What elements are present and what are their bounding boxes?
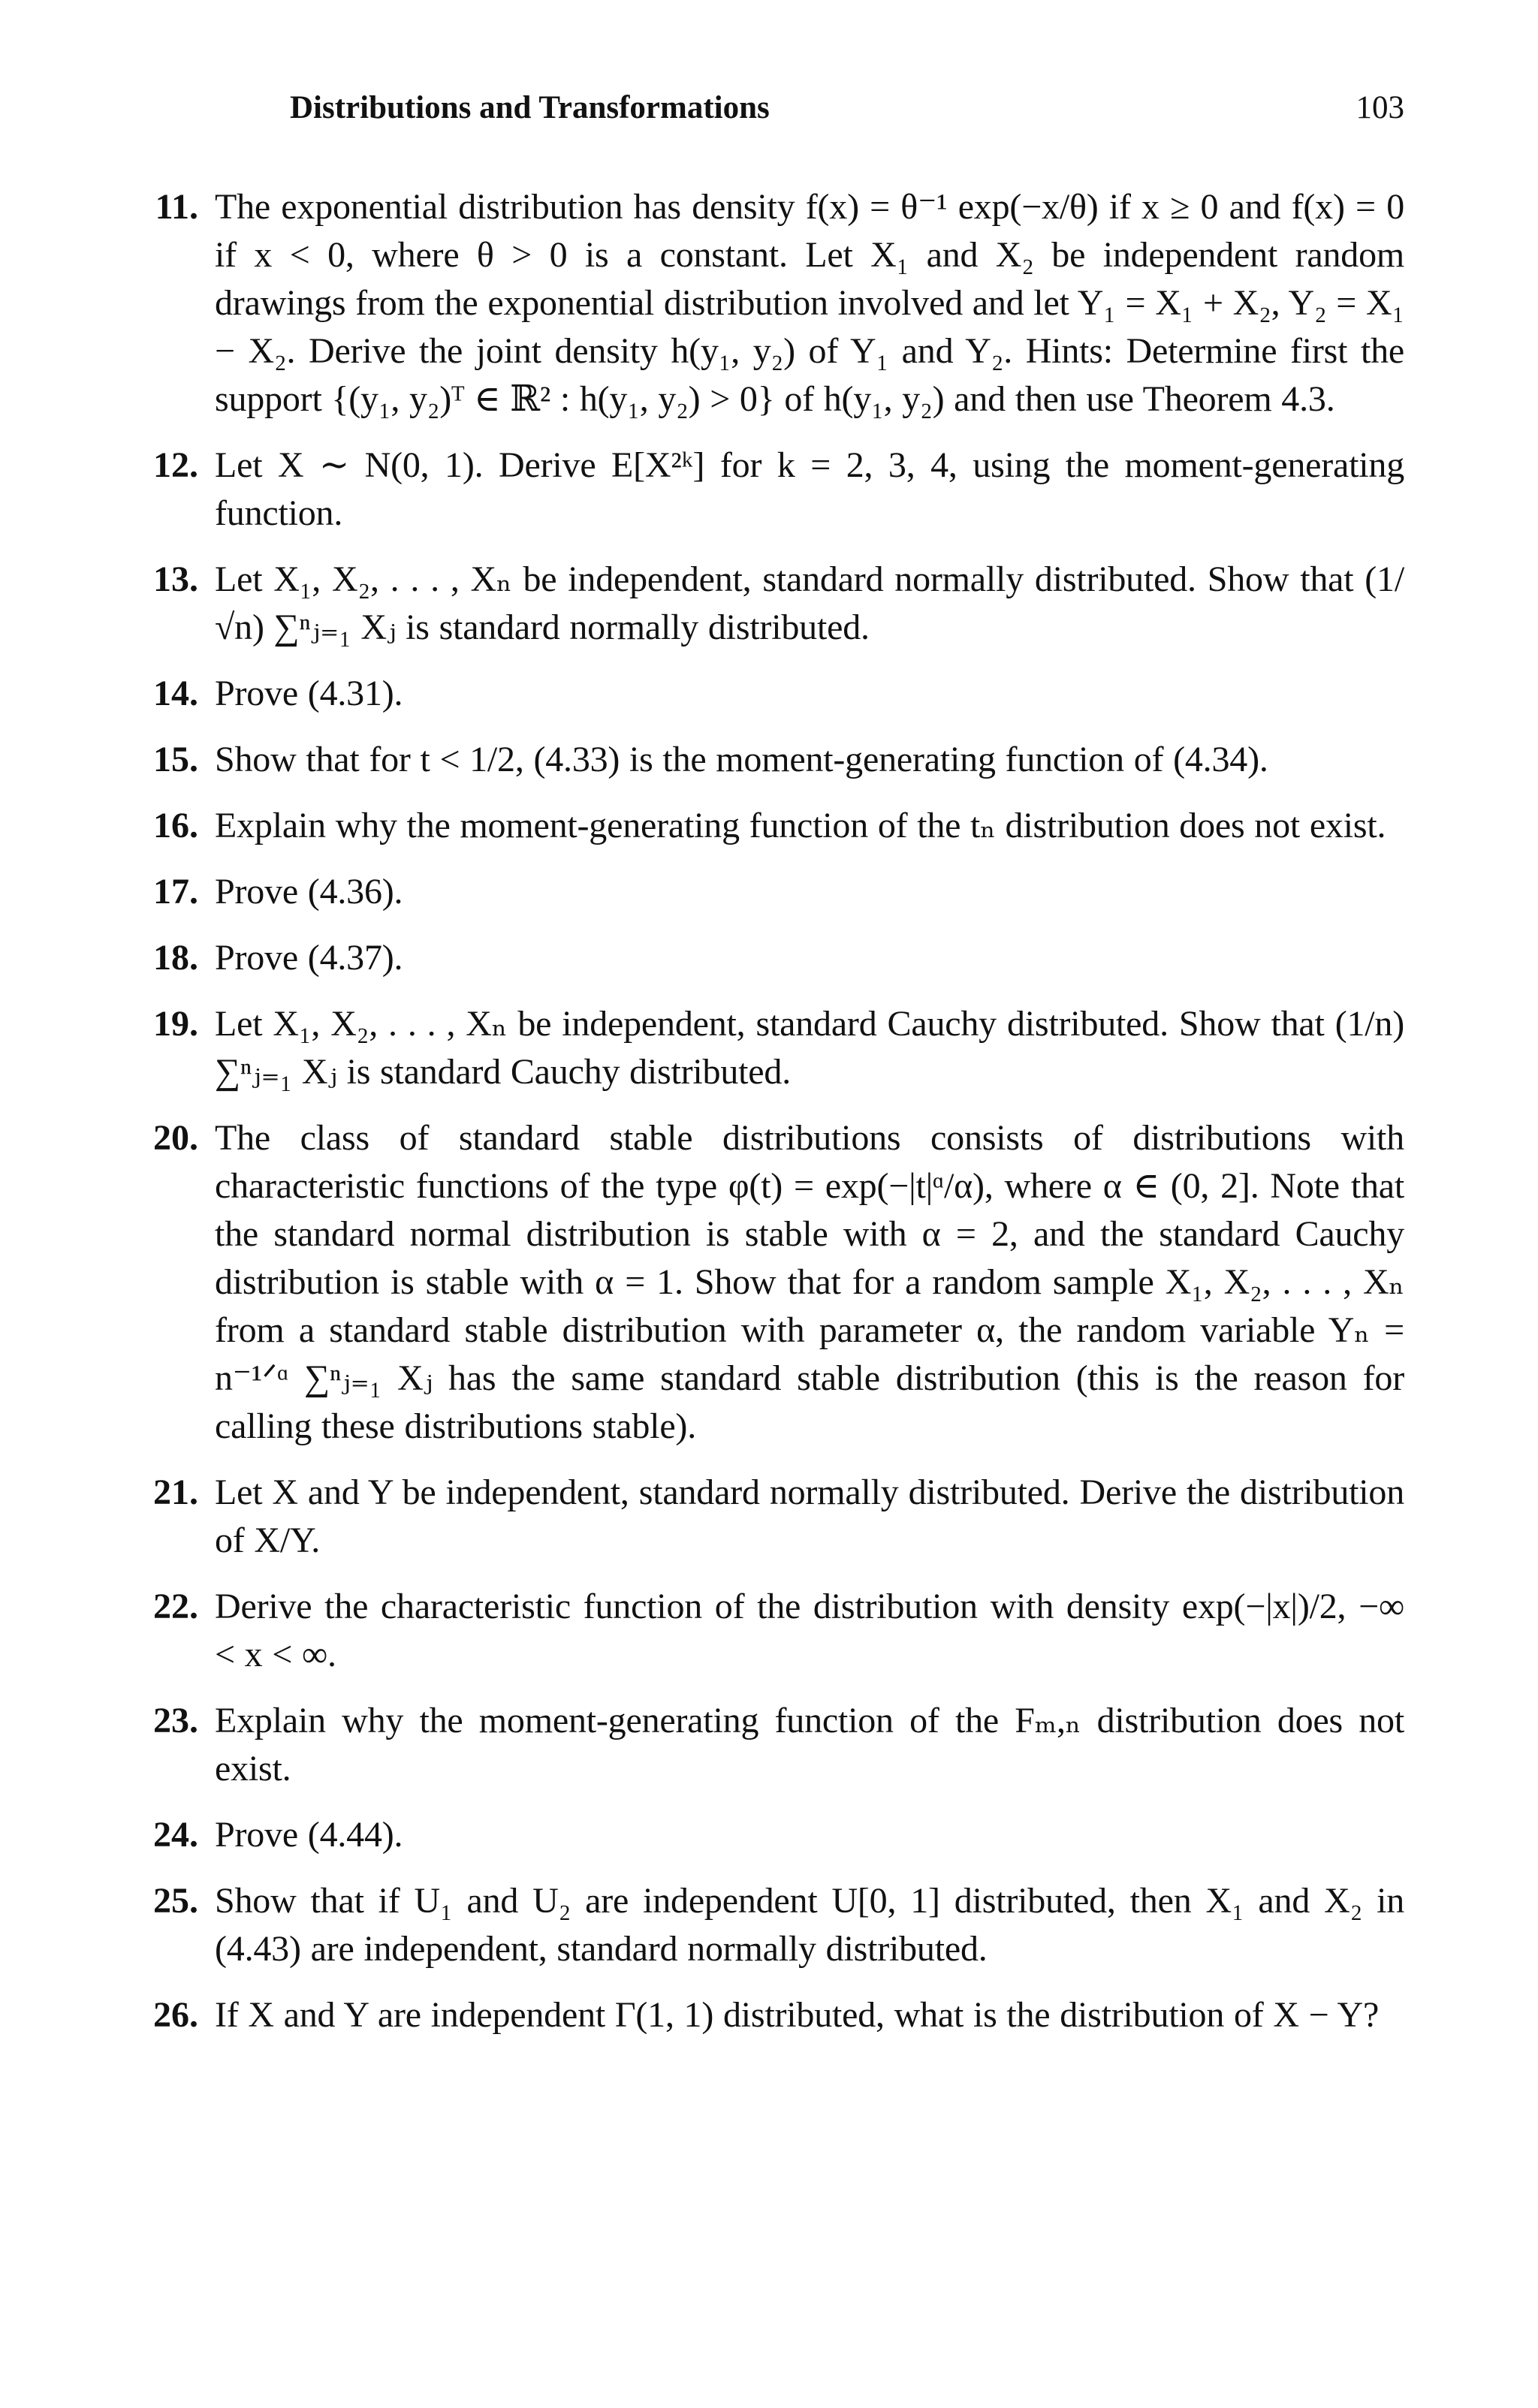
exercise-item	[137, 1991, 1404, 2039]
running-title: Distributions and Transformations	[290, 90, 770, 125]
exercise-item	[137, 736, 1404, 784]
exercise-number: 21.	[153, 1472, 198, 1512]
exercise-number: 14.	[153, 674, 198, 713]
exercise-number: 20.	[153, 1118, 198, 1158]
exercise-number: 13.	[153, 559, 198, 599]
exercise-number: 15.	[153, 740, 198, 779]
exercise-number: 23.	[153, 1701, 198, 1740]
exercise-item	[137, 1469, 1404, 1565]
exercise-item	[137, 868, 1404, 916]
exercise-text: If X and Y are independent Γ(1, 1) distributed, what is the distribution of X − Y?	[215, 1995, 1380, 2035]
exercise-text: The exponential distribution has density f(x) = θ⁻¹ exp(−x/θ) if x ≥ 0 and f(x) = 0 if x < 0, where θ > 0 is a constant. Let X₁ and X₂ be independent random drawings from the exponential distribution involved and let Y₁ = X₁ + X₂, Y₂ = X₁ − X₂. Derive the joint density h(y₁, y₂) of Y₁ and Y₂. Hints: Determine first the support {(y₁, y₂)ᵀ ∈ ℝ² : h(y₁, y₂) > 0} of h(y₁, y₂) and then use Theorem 4.3.	[215, 187, 1404, 419]
exercise-text: Prove (4.36).	[215, 872, 403, 912]
exercise-number: 12.	[153, 445, 198, 485]
exercise-item	[137, 183, 1404, 423]
running-header	[290, 84, 1404, 132]
exercise-number: 26.	[153, 1995, 198, 2035]
exercise-number: 16.	[153, 806, 198, 845]
exercise-number: 24.	[153, 1815, 198, 1855]
exercise-text: Prove (4.37).	[215, 938, 403, 978]
exercise-text: Prove (4.31).	[215, 674, 403, 713]
exercise-text: Show that for t < 1/2, (4.33) is the moment-generating function of (4.34).	[215, 740, 1268, 779]
exercise-item	[137, 556, 1404, 652]
exercise-text: Derive the characteristic function of the distribution with density exp(−|x|)/2, −∞ < x < ∞.	[215, 1587, 1404, 1674]
exercise-item	[137, 934, 1404, 982]
page-number: 103	[1356, 90, 1404, 125]
exercise-text: Let X ∼ N(0, 1). Derive E[X²ᵏ] for k = 2, 3, 4, using the moment-generating function.	[215, 445, 1404, 533]
exercise-text: Let X₁, X₂, . . . , Xₙ be independent, standard Cauchy distributed. Show that (1/n) ∑ⁿⱼ₌₁ Xⱼ is standard Cauchy distributed.	[215, 1004, 1404, 1092]
exercise-item	[137, 442, 1404, 538]
exercise-item	[137, 1114, 1404, 1451]
exercise-item	[137, 1811, 1404, 1859]
exercise-number: 19.	[153, 1004, 198, 1044]
exercise-text: The class of standard stable distributions consists of distributions with characteristic functions of the type φ(t) = exp(−|t|ᵅ/α), where α ∈ (0, 2]. Note that the standard normal distribution is stable with α = 2, and the standard Cauchy distribution is stable with α = 1. Show that for a random sample X₁, X₂, . . . , Xₙ from a standard stable distribution with parameter α, the random variable Yₙ = n⁻¹ᐟᵅ ∑ⁿⱼ₌₁ Xⱼ has the same standard stable distribution (this is the reason for calling these distributions stable).	[215, 1118, 1404, 1446]
exercise-item	[137, 1583, 1404, 1679]
exercise-text: Show that if U₁ and U₂ are independent U[0, 1] distributed, then X₁ and X₂ in (4.43) are independent, standard normally distributed.	[215, 1881, 1404, 1969]
exercise-item	[137, 1000, 1404, 1096]
exercise-text: Explain why the moment-generating function of the Fₘ,ₙ distribution does not exist.	[215, 1701, 1404, 1789]
exercise-number: 22.	[153, 1587, 198, 1626]
exercise-item	[137, 670, 1404, 718]
exercise-number: 25.	[153, 1881, 198, 1921]
exercise-number: 18.	[153, 938, 198, 978]
exercise-text: Explain why the moment-generating function of the tₙ distribution does not exist.	[215, 806, 1386, 845]
exercise-list	[137, 183, 1404, 2057]
exercise-text: Let X and Y be independent, standard normally distributed. Derive the distribution of X/Y.	[215, 1472, 1404, 1560]
exercise-number: 17.	[153, 872, 198, 912]
exercise-text: Prove (4.44).	[215, 1815, 403, 1855]
exercise-text: Let X₁, X₂, . . . , Xₙ be independent, standard normally distributed. Show that (1/√n) ∑ⁿⱼ₌₁ Xⱼ is standard normally distributed.	[215, 559, 1404, 647]
exercise-item	[137, 1877, 1404, 1973]
exercise-item	[137, 802, 1404, 850]
exercise-number: 11.	[155, 187, 198, 227]
exercise-item	[137, 1697, 1404, 1793]
